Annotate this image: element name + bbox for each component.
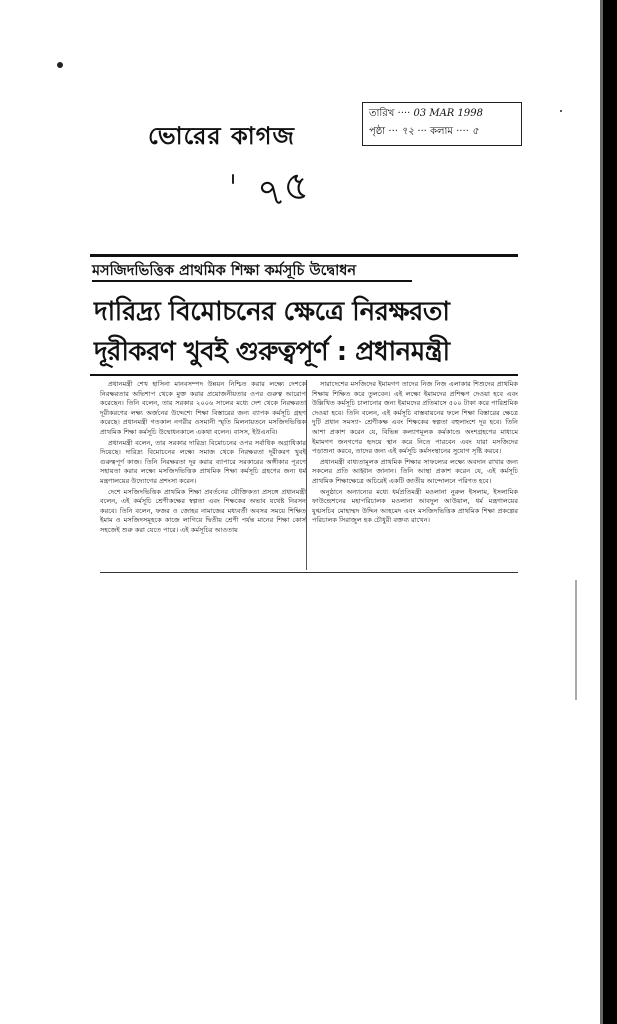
newspaper-masthead: ভোরের কাগজ bbox=[148, 122, 295, 150]
paragraph: অনুষ্ঠানে অন্যান্যের মধ্যে ধর্মপ্রতিমন্ত্রী মওলানা নুরুল ইসলাম, ইসলামিক ফাউন্ডেশনের মহাপরিচালক মওলানা আবদুল আউয়াল, ধর্ম মন্ত্রণালয়ের যুগ্মসচিব মোহাম্মদ উদ্দিন আহমেদ এবং মসজিদভিত্তিক প্রাথমিক শিক্ষা প্রকল্পের পরিচালক সিরাজুল হক চৌধুরী বক্তব্য রাখেন। bbox=[312, 487, 518, 525]
article-headline bbox=[94, 292, 450, 372]
paragraph: প্রধানমন্ত্রী শেখ হাসিনা মানবসম্পদ উন্নয়ন নিশ্চিত করার লক্ষ্যে দেশকে নিরক্ষরতার অভিশাপ থেকে মুক্ত করার প্রয়োজনীয়তার ওপর গুরুত্ব আরোপ করেছেন। তিনি বলেন, তার সরকার ২০০৬ সালের মধ্যে দেশ থেকে নিরক্ষরতা দূরীকরণের লক্ষ্য অর্জনের উদ্দেশ্যে শিক্ষা বিস্তারের জন্য ব্যাপক কর্মসূচি গ্রহণ করেছে। প্রধানমন্ত্রী গতকাল নগরীর ওসমানী স্মৃতি মিলনায়তনে মসজিদভিত্তিক প্রাথমিক শিক্ষা কর্মসূচি উদ্বোধনকালে একথা বলেন। বাসস, ইউএনবি। bbox=[100, 380, 306, 436]
scan-edge-shadow bbox=[600, 0, 603, 1024]
clipping-top-rule bbox=[90, 254, 518, 257]
headline-line-2: দূরীকরণ খুবই গুরুত্বপূর্ণ : প্রধানমন্ত্রী bbox=[94, 337, 450, 367]
paragraph: প্রধানমন্ত্রী বাধ্যতামূলক প্রাথমিক শিক্ষার সাফল্যের লক্ষ্যে অবদান রাখার জন্য সকলের প্রতি আহ্বান জানান। তিনি আস্থা প্রকাশ করেন যে, এই কর্মসূচি প্রাথমিক শিক্ষাক্ষেত্রে অচিরেই একটি জাতীয় আন্দোলনে পরিণত হবে। bbox=[312, 457, 518, 485]
news-clipping bbox=[90, 246, 518, 578]
date-value: 03 MAR 1998 bbox=[413, 108, 483, 119]
date-label: তারিখ bbox=[369, 108, 395, 119]
paragraph: দেশে মসজিদভিত্তিক প্রাথমিক শিক্ষা প্রবর্তনের যৌক্তিকতা প্রসঙ্গে প্রধানমন্ত্রী বলেন, এই কর্মসূচি শ্রেণীকক্ষের স্বল্পতা এবং শিক্ষকের অভাব যথেষ্ট নিরসন করবে। তিনি বলেন, ফজর ও জোহর নামাজের মধ্যবর্তী অবসর সময়ে শিক্ষিত ইমাম ও মসজিদসমূহকে কাজে লাগিয়ে দ্বিতীয় শ্রেণী পর্যন্ত মানের শিক্ষা কোর্স সহজেই শুরু করা যেতে পারে। এই কর্মসূচির আওতায় bbox=[100, 487, 306, 534]
page-label: পৃষ্ঠা bbox=[369, 126, 386, 137]
article-kicker: মসজিদভিত্তিক প্রাথমিক শিক্ষা কর্মসূচি উদ্বোধন bbox=[92, 263, 357, 279]
kicker-underline bbox=[92, 280, 412, 282]
date-stamp bbox=[362, 102, 522, 146]
column-label: কলাম bbox=[430, 126, 453, 137]
page-column-row: পৃষ্ঠা ··· ৭২ ··· কলাম ···· ৫ bbox=[369, 126, 479, 137]
scan-speck bbox=[232, 174, 234, 184]
paragraph: প্রধানমন্ত্রী বলেন, তার সরকার দারিদ্র্য বিমোচনের ওপর সর্বাধিক অগ্রাধিকার দিয়েছে। দারিদ্র্য বিমোচনের লক্ষ্যে সমাজ থেকে নিরক্ষরতা দূরীকরণ খুবই গুরুত্বপূর্ণ কাজ। তিনি নিরক্ষরতা দূর করার ব্যাপারে সরকারের অঙ্গীকার পূরণে সহায়তা করার লক্ষ্যে মসজিদভিত্তিক প্রাথমিক শিক্ষা কর্মসূচি গ্রহণের জন্য ধর্ম মন্ত্রণালয়ের উদ্যোগের প্রশংসা করেন। bbox=[100, 438, 306, 485]
handwritten-annotation: ৭৫ bbox=[252, 161, 315, 219]
column-divider bbox=[306, 380, 307, 570]
article-column-left bbox=[100, 380, 306, 537]
column-value: ৫ bbox=[472, 126, 479, 137]
article-column-right bbox=[312, 380, 518, 527]
scan-edge-right bbox=[603, 0, 617, 1024]
clipping-bottom-rule bbox=[100, 572, 518, 573]
page-value: ৭২ bbox=[401, 126, 415, 137]
scan-speck bbox=[57, 62, 63, 68]
date-row: তারিখ ···· 03 MAR 1998 bbox=[369, 108, 483, 119]
scan-smudge bbox=[575, 580, 599, 700]
headline-rule bbox=[90, 374, 518, 376]
headline-line-1: দারিদ্র্য বিমোচনের ক্ষেত্রে নিরক্ষরতা bbox=[94, 297, 450, 327]
paragraph: সারাদেশের মসজিদের ইমামগণ তাদের নিজ নিজ এলাকার শিশুদের প্রাথমিক শিক্ষায় শিক্ষিত করে তুলবেন। এই লক্ষ্যে ইমামদের প্রশিক্ষণ দেওয়া হবে এবং উল্লিখিত কর্মসূচি চালানোর জন্য ইমামদের প্রতিমাসে ৫০০ টাকা করে পারিশ্রমিক দেওয়া হবে। তিনি বলেন, এই কর্মসূচি বাস্তবায়নের ফলে শিক্ষা বিস্তারের ক্ষেত্রে দুটি প্রধান সমস্যা- শ্রেণীকক্ষ এবং শিক্ষকের স্বল্পতা বহুলাংশে দূর হবে। তিনি আশা প্রকাশ করেন যে, বিভিন্ন কল্যাণমূলক কর্মকাণ্ডে অংশগ্রহণের মাধ্যমে ইমামগণ জনগণের হৃদয়ে স্থান করে নিতে পারবেন এবং যারা মসজিদের পড়াশুনা করবে, তাদের জন্য এই কর্মসূচি কর্মসংস্থানের সুযোগ সৃষ্টি করবে। bbox=[312, 380, 518, 456]
scan-speck bbox=[560, 110, 562, 112]
